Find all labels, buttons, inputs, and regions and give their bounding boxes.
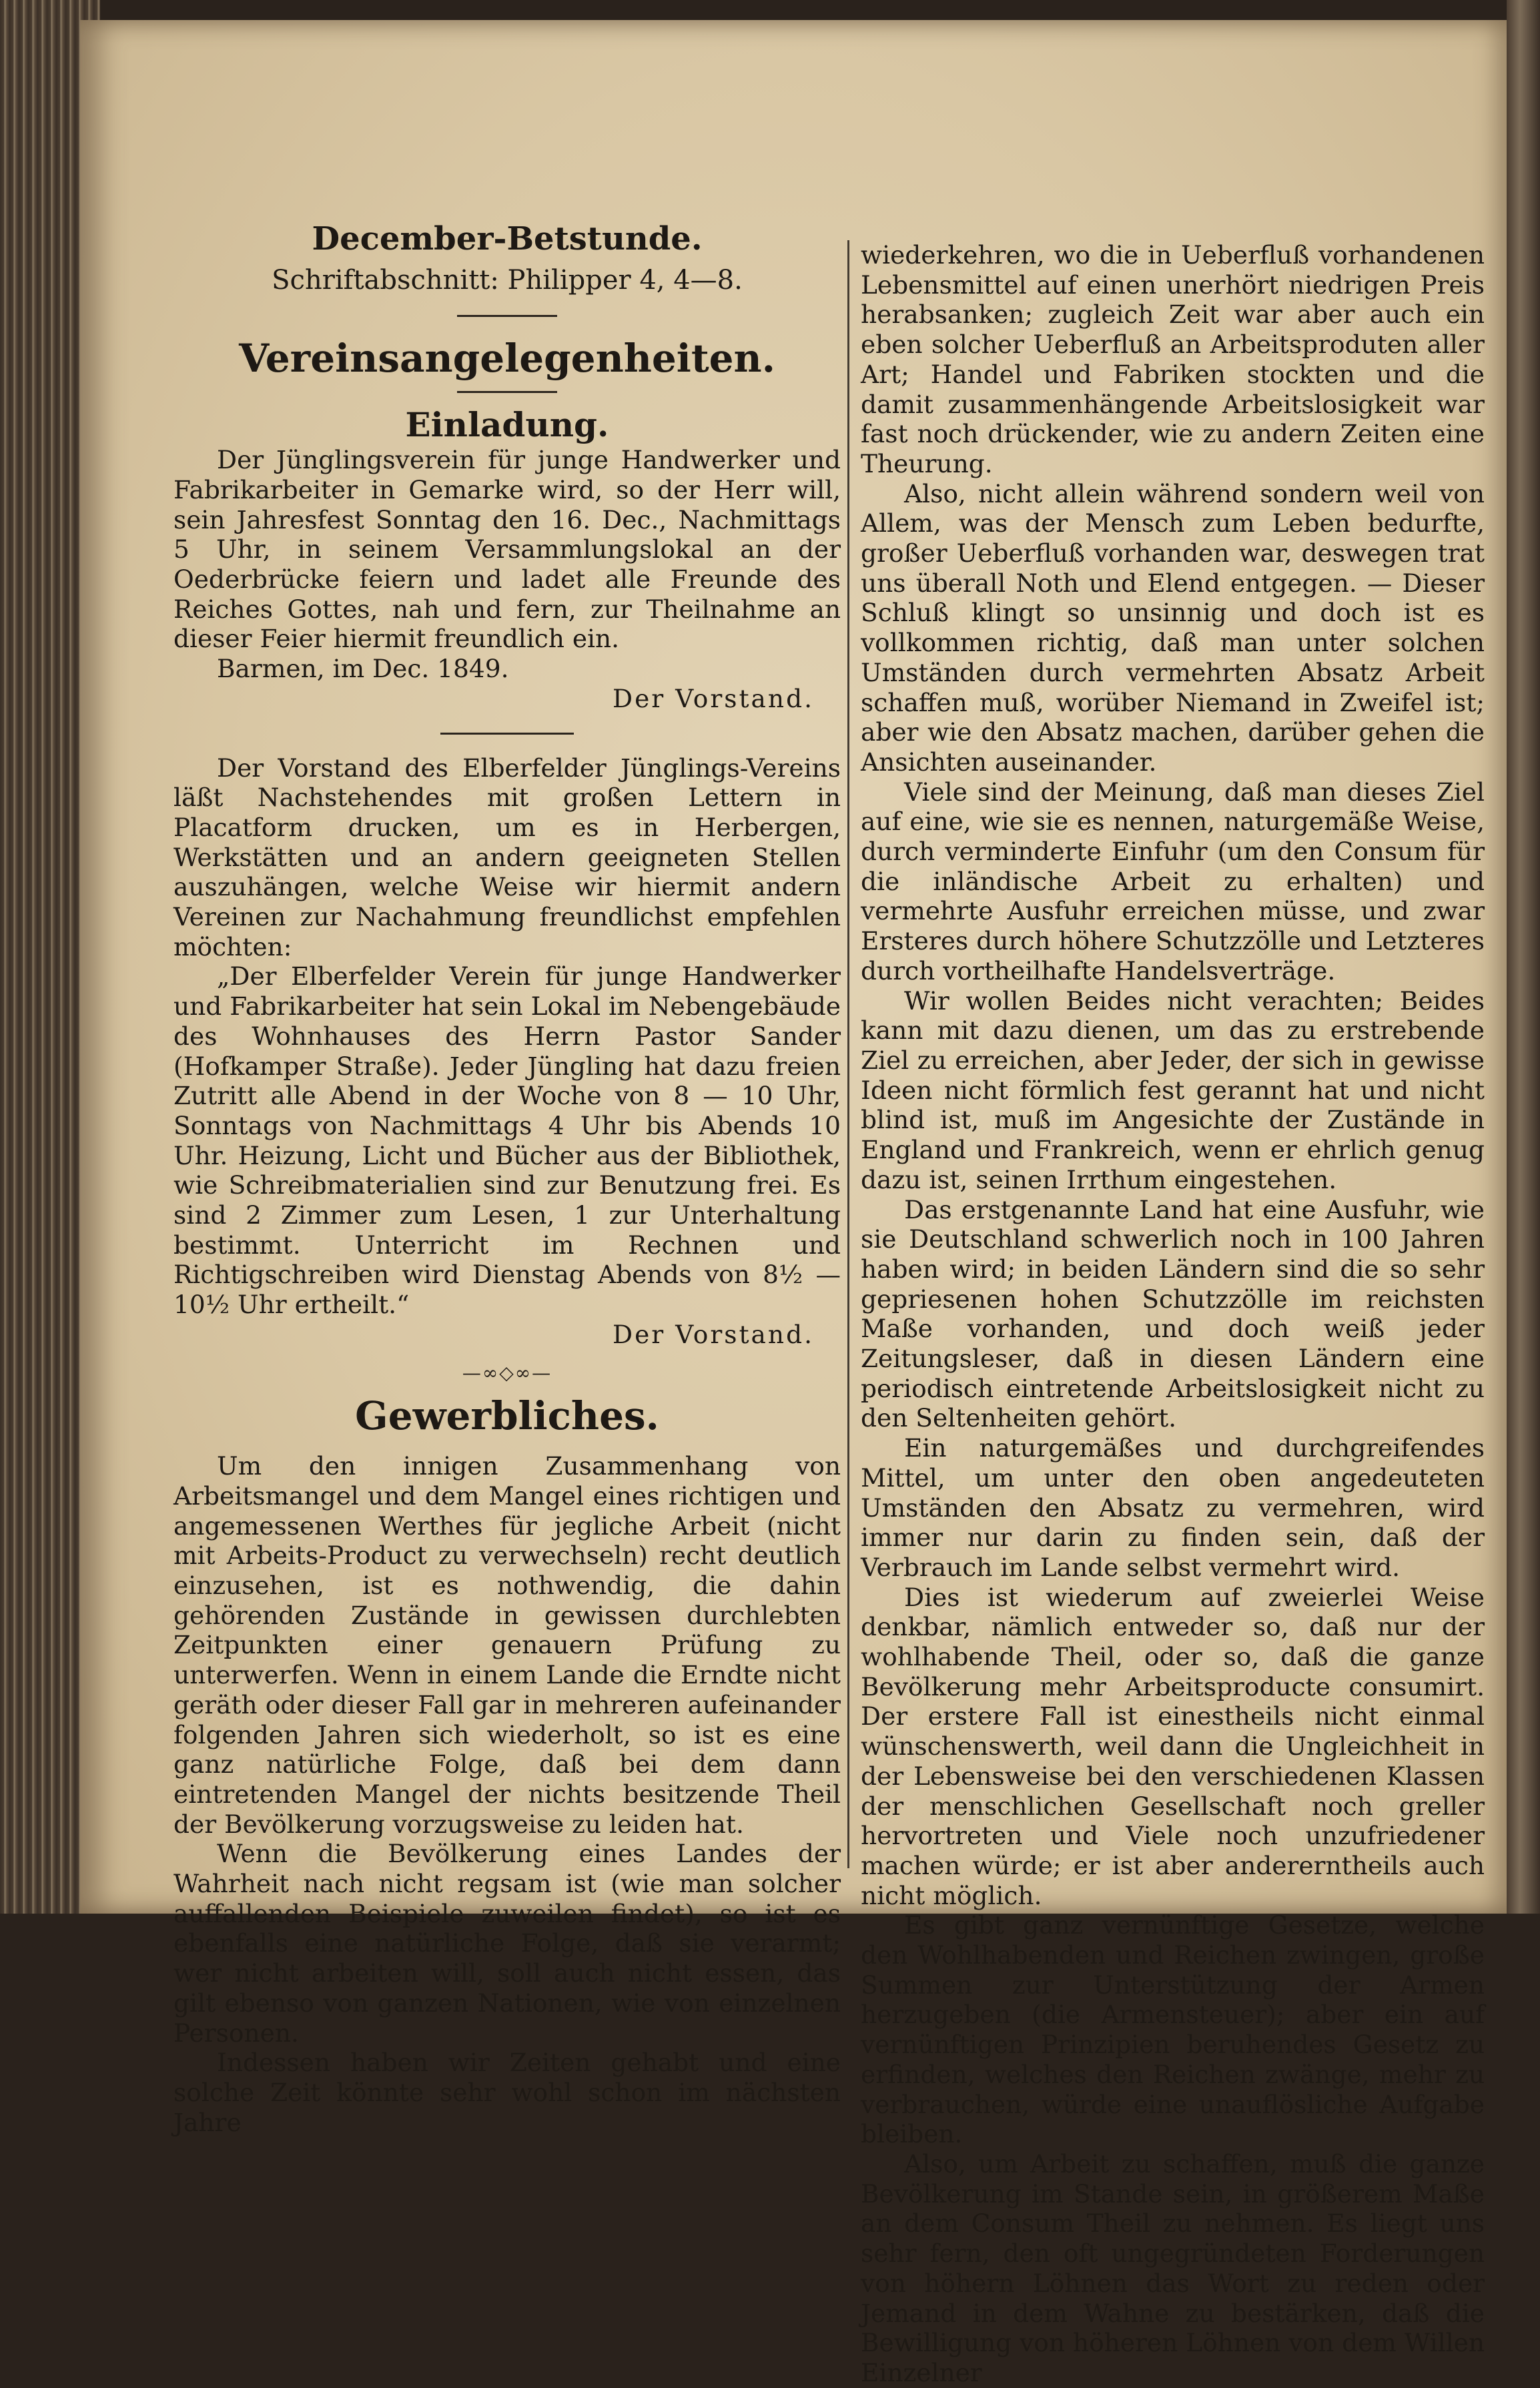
article-paragraph: Es gibt ganz vernünftige Gesetze, welche den Wohlhabenden und Reichen zwingen, große Summen zur Unterstützung der Armen herzugeben (die Armensteuer); aber ein auf vernünftigen Prinzipien beruhendes Gesetz zu erfinden, welches den Reichen zwänge, mehr zu verbrauchen, würde eine unauflösliche Aufgabe bleiben. <box>861 1910 1485 2149</box>
signature-vorstand: Der Vorstand. <box>613 1319 814 1349</box>
column-divider <box>847 240 849 1868</box>
gewerb-paragraph: Wenn die Bevölkerung eines Landes der Wahrheit nach nicht regsam ist (wie man solcher auffallenden Beispiele zuweilen findet), so ist es ebenfalls eine natürliche Folge, daß sie verarmt; wer nicht arbeiten will, soll auch nicht essen, das gilt ebenso von ganzen Nationen, wie von einzelnen Personen. <box>173 1839 841 2048</box>
article-paragraph: Dies ist wiederum auf zweierlei Weise denkbar, nämlich entweder so, daß nur der wohlhabende Theil, oder so, daß die ganze Bevölkerung mehr Arbeitsproducte consumirt. Der erstere Fall ist einestheils nicht einmal wünschenswerth, weil dann die Ungleichheit in der Lebensweise bei den verschiedenen Klassen der menschlichen Gesellschaft noch greller hervortreten und Viele noch unzufriedener machen würde; er ist aber andererntheils auch nicht möglich. <box>861 1582 1485 1910</box>
right-column <box>861 240 1485 2388</box>
article-paragraph: Ein naturgemäßes und durchgreifendes Mittel, um unter den oben angedeuteten Umständen den Absatz zu vermehren, wird immer nur darin zu finden sein, daß der Verbrauch im Lande selbst vermehrt wird. <box>861 1433 1485 1582</box>
quoted-placard: „Der Elberfelder Verein für junge Handwerker und Fabrikarbeiter hat sein Lokal im Nebengebäude des Wohnhauses des Herrn Pastor Sander (Hofkamper Straße). Jeder Jüngling hat dazu freien Zutritt alle Abend in der Woche von 8 — 10 Uhr, Sonntags von Nachmittags 4 Uhr bis Abends 10 Uhr. Heizung, Licht und Bücher aus der Bibliothek, wie Schreibmaterialien sind zur Benutzung frei. Es sind 2 Zimmer zum Lesen, 1 zur Unterhaltung bestimmt. Unterricht im Rechnen und Richtigschreiben wird Dienstag Abends von 8½ — 10½ Uhr ertheilt.“ <box>173 961 841 1320</box>
ornament-divider: —∞◇∞— <box>462 1361 552 1384</box>
verein-section-title: Vereinsangelegenheiten. <box>239 335 775 381</box>
section-rule <box>457 391 557 393</box>
article-paragraph: Viele sind der Meinung, daß man dieses Ziel auf eine, wie sie es nennen, naturgemäße Weise, durch verminderte Einfuhr (um den Consum für die inländische Arbeit zu erhalten) und vermehrte Ausfuhr erreichen müsse, und zwar Ersteres durch höhere Schutzzölle und Letzteres durch vortheilhafte Handelsverträge. <box>861 777 1485 985</box>
article-paragraph: Also, nicht allein während sondern weil von Allem, was der Mensch zum Leben bedurfte, großer Ueberfluß vorhanden war, deswegen trat uns überall Noth und Elend entgegen. — Dieser Schluß klingt so unsinnig und doch ist es vollkommen richtig, daß man unter solchen Umständen durch vermehrten Absatz Arbeit schaffen muß, worüber Niemand in Zweifel ist; aber wie den Absatz machen, darüber gehen die Ansichten auseinander. <box>861 478 1485 777</box>
signature-vorstand: Der Vorstand. <box>613 683 814 713</box>
facing-page-edge <box>1507 0 1540 1914</box>
gewerb-paragraph: Indessen haben wir Zeiten gehabt und eine solche Zeit könnte sehr wohl schon im nächsten Jahre <box>173 2048 841 2137</box>
december-title: December-Betstunde. <box>312 220 703 258</box>
einladung-title: Einladung. <box>405 405 609 445</box>
section-rule <box>440 733 574 735</box>
vorstand-announcement: Der Vorstand des Elberfelder Jünglings-Vereins läßt Nachstehendes mit großen Lettern in Placatform drucken, um es in Herbergen, Werkstätten und an andern geeigneten Stellen auszuhängen, welche Weise wir hiermit andern Vereinen zur Nachahmung freundlichst empfehlen möchten: <box>173 753 841 961</box>
einladung-text: Der Jünglingsverein für junge Handwerker und Fabrikarbeiter in Gemarke wird, so der Herr will, sein Jahresfest Sonntag den 16. Dec., Nachmittags 5 Uhr, in seinem Versammlungslokal an der Oederbrücke feiern und ladet alle Freunde des Reiches Gottes, nah und fern, zur Theilnahme an dieser Feier hiermit freundlich ein. <box>173 445 841 654</box>
place-date: Barmen, im Dec. 1849. <box>217 654 509 684</box>
article-paragraph: Also, um Arbeit zu schaffen, muß die ganze Bevölkerung im Stande sein, in größerem Maße an dem Consum Theil zu nehmen. Es liegt uns sehr fern, den oft ungegründeten Forderungen von höhern Löhnen das Wort zu reden oder Jemand in dem Wahne zu bestärken, daß die Bewilligung von höheren Löhnen von dem Willen Einzelner <box>861 2149 1485 2387</box>
left-column <box>173 220 841 2137</box>
gewerb-paragraph: Um den innigen Zusammenhang von Arbeitsmangel und dem Mangel eines richtigen und angemessenen Werthes für jegliche Arbeit (nicht mit Arbeits-Product zu verwechseln) recht deutlich einzusehen, ist es nothwendig, die dahin gehörenden Zustände in gewissen durchlebten Zeitpunkten einer genauern Prüfung zu unterwerfen. Wenn in einem Lande die Erndte nicht geräth oder dieser Fall gar in mehreren aufeinander folgenden Jahren sich wiederholt, so ist es eine ganz natürliche Folge, daß bei dem dann eintretenden Mangel der nichts besitzende Theil der Bevölkerung vorzugsweise zu leiden hat. <box>173 1451 841 1839</box>
article-paragraph: wiederkehren, wo die in Ueberfluß vorhandenen Lebensmittel auf einen unerhört niedrigen Preis herabsanken; zugleich Zeit war aber auch ein eben solcher Ueberfluß an Arbeitsproduten aller Art; Handel und Fabriken stockten und die damit zusammenhängende Arbeitslosigkeit war fast noch drückender, wie zu andern Zeiten eine Theurung. <box>861 240 1485 478</box>
gewerb-section-title: Gewerbliches. <box>355 1392 659 1439</box>
article-paragraph: Das erstgenannte Land hat eine Ausfuhr, wie sie Deutschland schwerlich noch in 100 Jahren haben wird; in beiden Ländern sind die so sehr gepriesenen hohen Schutzzölle im reichsten Maße vorhanden, und doch weiß jeder Zeitungsleser, daß in diesen Ländern eine periodisch eintretende Arbeitslosigkeit nicht zu den Seltenheiten gehört. <box>861 1194 1485 1433</box>
scripture-reference: Schriftabschnitt: Philipper 4, 4—8. <box>272 264 743 296</box>
article-paragraph: Wir wollen Beides nicht verachten; Beides kann mit dazu dienen, um das zu erstrebende Ziel zu erreichen, aber Jeder, der sich in gewisse Ideen nicht förmlich fest gerannt hat und nicht blind ist, muß im Angesichte der Zustände in England und Frankreich, wenn er ehrlich genug dazu ist, seinen Irrthum eingestehen. <box>861 985 1485 1194</box>
section-rule <box>457 315 557 317</box>
